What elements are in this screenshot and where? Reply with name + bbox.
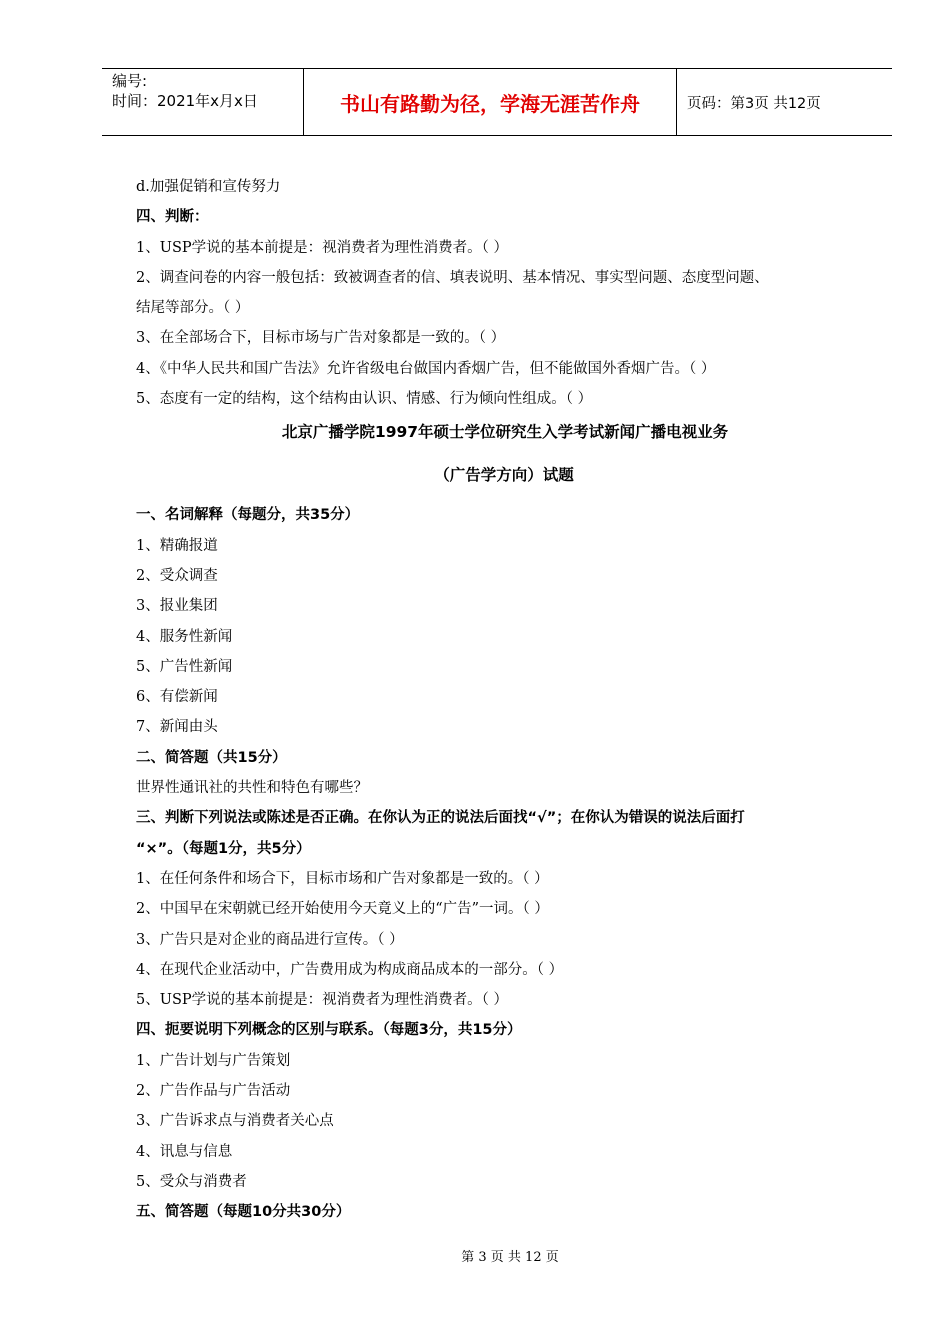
- section-heading: 一、名词解释（每题分，共35分）: [136, 507, 360, 524]
- section-heading: 三、判断下列说法或陈述是否正确。在你认为正的说法后面找“√”；在你认为错误的说法后面打: [136, 810, 745, 827]
- list-item: 3、报业集团: [136, 598, 218, 615]
- judge-item: 4、《中华人民共和国广告法》允许省级电台做国内香烟广告，但不能做国外香烟广告。（ ）: [136, 360, 716, 377]
- judge-item: 1、USP学说的基本前提是：视消费者为理性消费者。（ ）: [136, 239, 508, 256]
- list-item: 4、服务性新闻: [136, 628, 233, 645]
- document-body: [136, 172, 876, 1228]
- doc-time-label: 时间：2021年x月x日: [112, 92, 258, 110]
- judge-item: 3、在全部场合下，目标市场与广告对象都是一致的。（ ）: [136, 330, 506, 347]
- section-heading: 四、扼要说明下列概念的区别与联系。（每题3分，共15分）: [136, 1022, 522, 1039]
- page-footer: 第 3 页 共 12 页: [461, 1250, 559, 1265]
- option-d: d.加强促销和宣传努力: [136, 179, 281, 195]
- exam-title: 北京广播学院1997年硕士学位研究生入学考试新闻广播电视业务: [281, 423, 729, 442]
- list-item: 3、广告只是对企业的商品进行宣传。（ ）: [136, 931, 404, 948]
- list-item: 4、在现代企业活动中，广告费用成为构成商品成本的一部分。（ ）: [136, 961, 564, 978]
- list-item: 4、讯息与信息: [136, 1143, 233, 1160]
- list-item: 1、广告计划与广告策划: [136, 1052, 291, 1069]
- list-item: 1、精确报道: [136, 537, 218, 554]
- page-header: [102, 68, 892, 136]
- list-item: 2、受众调查: [136, 567, 218, 584]
- judge-item: 5、态度有一定的结构，这个结构由认识、情感、行为倾向性组成。（ ）: [136, 391, 593, 408]
- section-heading: 二、简答题（共15分）: [136, 749, 287, 766]
- doc-number-label: 编号:: [112, 72, 148, 90]
- question-text: 世界性通讯社的共性和特色有哪些？: [136, 780, 368, 797]
- header-page-number: 页码：第3页 共12页: [687, 95, 821, 112]
- header-meta: [102, 69, 303, 135]
- list-item: 3、广告诉求点与消费者关心点: [136, 1113, 334, 1130]
- list-item: 7、新闻由头: [136, 719, 218, 736]
- list-item: 2、中国早在宋朝就已经开始使用今天竟义上的“广告”一词。（ ）: [136, 901, 549, 918]
- judge-item: 2、调查问卷的内容一般包括：致被调查者的信、填表说明、基本情况、事实型问题、态度型问题、: [136, 269, 769, 286]
- section-heading-continued: “×”。（每题1分，共5分）: [136, 840, 311, 857]
- list-item: 5、USP学说的基本前提是：视消费者为理性消费者。（ ）: [136, 992, 508, 1009]
- section-heading: 五、简答题（每题10分共30分）: [136, 1204, 351, 1221]
- judge-item-continued: 结尾等部分。（ ）: [136, 300, 250, 317]
- section-heading-judge: 四、判断：: [136, 209, 209, 226]
- list-item: 6、有偿新闻: [136, 689, 218, 706]
- header-motto: 书山有路勤为径，学海无涯苦作舟: [303, 69, 677, 135]
- list-item: 5、广告性新闻: [136, 658, 233, 675]
- list-item: 1、在任何条件和场合下，目标市场和广告对象都是一致的。（ ）: [136, 870, 549, 887]
- exam-subtitle: （广告学方向）试题: [434, 466, 574, 485]
- list-item: 5、受众与消费者: [136, 1173, 247, 1190]
- list-item: 2、广告作品与广告活动: [136, 1083, 291, 1100]
